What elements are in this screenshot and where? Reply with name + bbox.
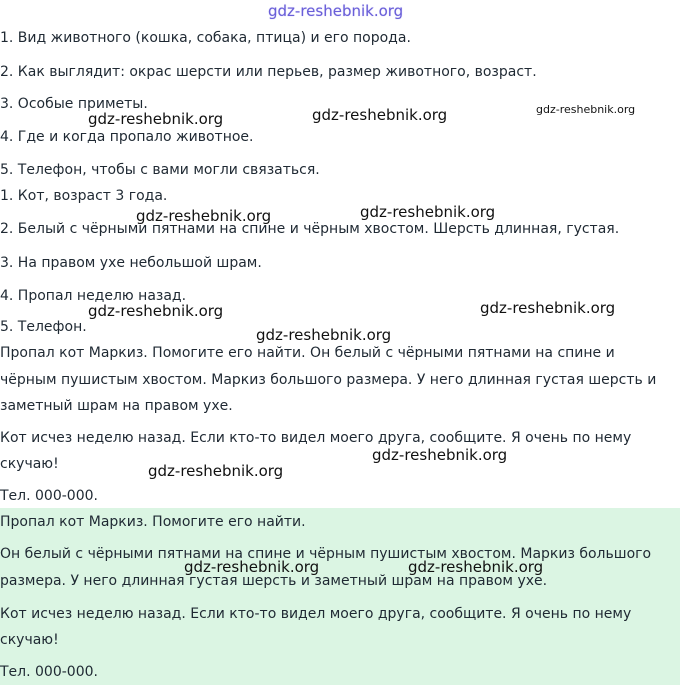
- draft-line: Кот исчез неделю назад. Если кто-то видел моего друга, сообщите. Я очень по нему: [0, 430, 632, 446]
- watermark: gdz-reshebnik.org: [184, 558, 320, 576]
- question-4: 4. Где и когда пропало животное.: [0, 129, 254, 145]
- watermark: gdz-reshebnik.org: [88, 302, 224, 320]
- watermark: gdz-reshebnik.org: [372, 446, 508, 464]
- draft-line: скучаю!: [0, 456, 59, 472]
- question-5: 5. Телефон, чтобы с вами могли связаться.: [0, 162, 320, 178]
- question-2: 2. Как выглядит: окрас шерсти или перьев, размер животного, возраст.: [0, 64, 537, 80]
- watermark: gdz-reshebnik.org: [256, 326, 392, 344]
- final-line: Тел. 000-000.: [0, 664, 98, 680]
- draft-line: Пропал кот Маркиз. Помогите его найти. Он белый с чёрными пятнами на спине и: [0, 345, 615, 361]
- watermark: gdz-reshebnik.org: [88, 110, 224, 128]
- watermark: gdz-reshebnik.org: [268, 2, 404, 20]
- draft-line: Тел. 000-000.: [0, 488, 98, 504]
- answer-5: 5. Телефон.: [0, 319, 87, 335]
- question-1: 1. Вид животного (кошка, собака, птица) и его порода.: [0, 30, 411, 46]
- answer-1: 1. Кот, возраст 3 года.: [0, 188, 168, 204]
- watermark: gdz-reshebnik.org: [408, 558, 544, 576]
- answer-3: 3. На правом ухе небольшой шрам.: [0, 255, 262, 271]
- question-3: 3. Особые приметы.: [0, 96, 148, 112]
- final-line: скучаю!: [0, 632, 59, 648]
- watermark: gdz-reshebnik.org: [312, 106, 448, 124]
- answer-2: 2. Белый с чёрными пятнами на спине и чёрным хвостом. Шерсть длинная, густая.: [0, 221, 620, 237]
- watermark: gdz-reshebnik.org: [480, 299, 616, 317]
- watermark: gdz-reshebnik.org: [536, 103, 636, 116]
- final-line: Кот исчез неделю назад. Если кто-то видел моего друга, сообщите. Я очень по нему: [0, 606, 632, 622]
- watermark: gdz-reshebnik.org: [136, 207, 272, 225]
- final-text-highlight: [0, 508, 680, 685]
- watermark: gdz-reshebnik.org: [148, 462, 284, 480]
- answer-4: 4. Пропал неделю назад.: [0, 288, 187, 304]
- watermark: gdz-reshebnik.org: [360, 203, 496, 221]
- final-line: Он белый с чёрными пятнами на спине и чёрным пушистым хвостом. Маркиз большого: [0, 546, 652, 562]
- draft-line: чёрным пушистым хвостом. Маркиз большого размера. У него длинная густая шерсть и: [0, 372, 657, 388]
- draft-line: заметный шрам на правом ухе.: [0, 398, 233, 414]
- final-line: размера. У него длинная густая шерсть и заметный шрам на правом ухе.: [0, 573, 548, 589]
- final-line: Пропал кот Маркиз. Помогите его найти.: [0, 514, 306, 530]
